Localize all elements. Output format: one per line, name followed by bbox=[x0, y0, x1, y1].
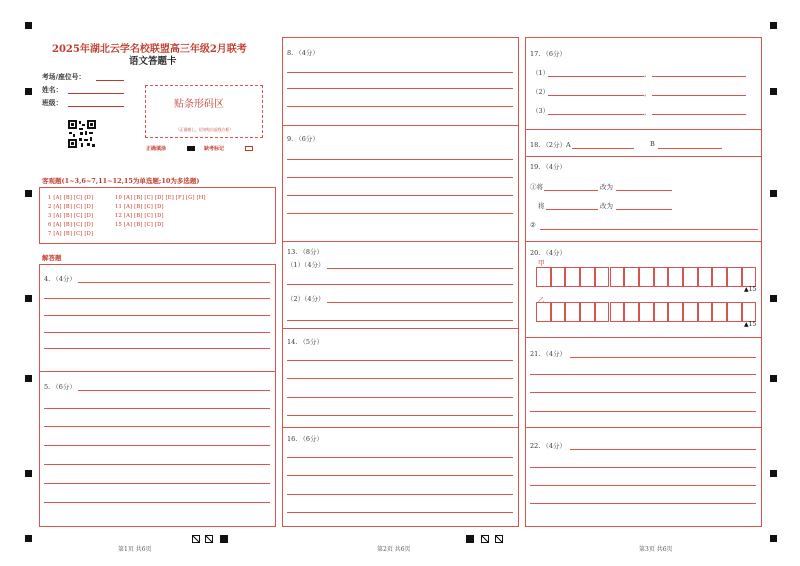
grid-cell[interactable] bbox=[742, 267, 757, 287]
page-number: 第1页 共6页 bbox=[118, 546, 152, 553]
objective-row[interactable]: 11 [A] [B] [C] [D] bbox=[115, 204, 164, 210]
q17-part2-label: （2） bbox=[532, 88, 550, 96]
timing-mark bbox=[770, 190, 777, 197]
section-divider bbox=[283, 328, 518, 329]
grid-cell[interactable] bbox=[551, 267, 566, 287]
answer-line[interactable] bbox=[287, 475, 513, 476]
answer-line[interactable] bbox=[287, 415, 513, 416]
q13-part1-label: （1）（4分） bbox=[287, 261, 325, 269]
answer-line[interactable] bbox=[327, 268, 513, 269]
section-divider bbox=[526, 129, 761, 130]
q17-part3-label: （3） bbox=[532, 107, 550, 115]
grid-cell[interactable] bbox=[580, 267, 595, 287]
answer-line[interactable] bbox=[287, 378, 513, 379]
grid-cell[interactable] bbox=[536, 267, 551, 287]
answer-line[interactable] bbox=[616, 190, 672, 191]
answer-line[interactable] bbox=[544, 190, 598, 191]
barcode-area bbox=[145, 85, 263, 138]
answer-line[interactable] bbox=[652, 76, 746, 77]
objective-row[interactable]: 6 [A] [B] [C] [D] bbox=[48, 222, 94, 228]
timing-mark bbox=[770, 88, 777, 95]
grid-cell[interactable] bbox=[610, 302, 625, 322]
q19-item2-label: ② bbox=[530, 221, 536, 229]
grid-cell[interactable] bbox=[654, 302, 669, 322]
grid-cell[interactable] bbox=[624, 302, 639, 322]
grid-cell[interactable] bbox=[668, 302, 683, 322]
answer-line[interactable] bbox=[572, 148, 634, 149]
answer-line[interactable] bbox=[78, 282, 270, 283]
grid-cell[interactable] bbox=[551, 302, 566, 322]
grid-cell[interactable] bbox=[595, 302, 610, 322]
grid-cell[interactable] bbox=[654, 267, 669, 287]
q17-sep: ， bbox=[644, 70, 651, 78]
grid-cell[interactable] bbox=[565, 267, 580, 287]
timing-mark bbox=[25, 470, 32, 477]
answer-line[interactable] bbox=[287, 88, 513, 89]
alignment-mark bbox=[205, 535, 213, 543]
page-number: 第2页 共6页 bbox=[377, 546, 411, 553]
q19-label: 19. （4分） bbox=[530, 163, 567, 171]
q21-label: 21. （4分） bbox=[530, 350, 567, 358]
q4-label: 4. （4分） bbox=[44, 275, 76, 283]
exam-seat-field[interactable] bbox=[96, 80, 124, 81]
answer-line[interactable] bbox=[530, 411, 756, 412]
timing-mark bbox=[25, 535, 32, 542]
q20-yi-grid[interactable] bbox=[536, 302, 757, 322]
timing-mark bbox=[770, 22, 777, 29]
answer-line[interactable] bbox=[658, 148, 722, 149]
timing-mark bbox=[770, 375, 777, 382]
correct-fill-sample bbox=[187, 146, 195, 151]
q9-label: 9. （6分） bbox=[287, 135, 319, 143]
section-divider bbox=[526, 156, 761, 157]
answer-line[interactable] bbox=[546, 209, 598, 210]
timing-mark bbox=[770, 535, 777, 542]
grid-cell[interactable] bbox=[683, 302, 698, 322]
answer-line[interactable] bbox=[287, 397, 513, 398]
grid-cell[interactable] bbox=[610, 267, 625, 287]
grid-cell[interactable] bbox=[712, 267, 727, 287]
exam-title: 2025年湖北云学名校联盟高三年级2月联考 bbox=[52, 44, 247, 55]
answer-line[interactable] bbox=[44, 464, 270, 465]
timing-mark bbox=[25, 375, 32, 382]
grid-cell[interactable] bbox=[698, 267, 713, 287]
q8-label: 8. （4分） bbox=[287, 49, 319, 57]
qr-code bbox=[68, 120, 96, 148]
answer-line[interactable] bbox=[44, 332, 270, 333]
subjective-heading: 解答题 bbox=[42, 254, 62, 262]
alignment-mark bbox=[466, 535, 474, 543]
section-divider bbox=[526, 427, 761, 428]
q18-b-label: B bbox=[650, 140, 655, 148]
alignment-mark bbox=[481, 535, 489, 543]
grid-cell[interactable] bbox=[712, 302, 727, 322]
answer-line[interactable] bbox=[287, 494, 513, 495]
objective-row[interactable]: 10 [A] [B] [C] [D] [E] [F] [G] [H] bbox=[115, 195, 206, 201]
q18-label: 18. （2分）A bbox=[530, 141, 571, 149]
answer-line[interactable] bbox=[530, 485, 756, 486]
answer-line[interactable] bbox=[652, 95, 746, 96]
answer-line[interactable] bbox=[548, 114, 644, 115]
q20-yi-count: ▲15 bbox=[744, 321, 757, 328]
answer-box-col3 bbox=[525, 37, 762, 527]
objective-heading: 客观题(1~3,6~7,11~12,15为单选题;10为多选题) bbox=[42, 177, 200, 185]
answer-line[interactable] bbox=[287, 284, 513, 285]
grid-cell[interactable] bbox=[727, 267, 742, 287]
answer-line[interactable] bbox=[44, 445, 270, 446]
answer-line[interactable] bbox=[287, 213, 513, 214]
objective-row[interactable]: 12 [A] [B] [C] [D] bbox=[115, 213, 164, 219]
answer-line[interactable] bbox=[616, 209, 672, 210]
answer-line[interactable] bbox=[548, 76, 644, 77]
answer-line[interactable] bbox=[530, 467, 756, 468]
section-divider bbox=[283, 241, 518, 242]
q20-yi-label: 乙 bbox=[538, 296, 545, 304]
answer-line[interactable] bbox=[287, 360, 513, 361]
class-label: 班级： bbox=[42, 99, 63, 107]
correct-fill-label: 正确填涂 bbox=[146, 146, 167, 152]
class-field[interactable] bbox=[68, 106, 124, 107]
objective-row[interactable]: 7 [A] [B] [C] [D] bbox=[48, 231, 94, 237]
timing-mark bbox=[25, 22, 32, 29]
alignment-mark bbox=[220, 535, 228, 543]
objective-answer-box bbox=[39, 187, 276, 244]
page-number: 第3页 共6页 bbox=[639, 546, 673, 553]
grid-cell[interactable] bbox=[742, 302, 757, 322]
answer-line[interactable] bbox=[540, 229, 758, 230]
objective-row[interactable]: 15 [A] [B] [C] [D] bbox=[115, 222, 164, 228]
q13-part2-label: （2）（4分） bbox=[287, 295, 325, 303]
answer-line[interactable] bbox=[78, 390, 270, 391]
sheet-subtitle: 语文答题卡 bbox=[129, 56, 177, 67]
q17-part1-label: （1） bbox=[532, 69, 550, 77]
q20-jia-grid[interactable] bbox=[536, 267, 757, 287]
objective-row[interactable]: 3 [A] [B] [C] [D] bbox=[48, 213, 94, 219]
answer-line[interactable] bbox=[44, 426, 270, 427]
answer-line[interactable] bbox=[44, 483, 270, 484]
answer-line[interactable] bbox=[44, 298, 270, 299]
answer-line[interactable] bbox=[44, 315, 270, 316]
q20-jia-count: ▲15 bbox=[744, 286, 757, 293]
answer-line[interactable] bbox=[287, 106, 513, 107]
answer-line[interactable] bbox=[287, 72, 513, 73]
section-divider bbox=[526, 337, 761, 338]
q19-change-label: 改为 bbox=[600, 202, 613, 210]
answer-line[interactable] bbox=[287, 457, 513, 458]
answer-line[interactable] bbox=[530, 392, 756, 393]
q20-label: 20. （4分） bbox=[530, 249, 567, 257]
answer-line[interactable] bbox=[570, 449, 756, 450]
q22-label: 22. （4分） bbox=[530, 442, 567, 450]
timing-mark bbox=[25, 88, 32, 95]
q19-item1b-label: 将 bbox=[538, 202, 545, 210]
q19-item1-label: ①将 bbox=[530, 183, 543, 191]
timing-mark bbox=[25, 295, 32, 302]
absent-mark-label: 缺考标记 bbox=[204, 146, 225, 152]
absent-mark-box[interactable] bbox=[245, 146, 253, 151]
grid-cell[interactable] bbox=[536, 302, 551, 322]
q5-label: 5. （6分） bbox=[44, 383, 76, 391]
q17-sep: ， bbox=[644, 89, 651, 97]
answer-line[interactable] bbox=[652, 114, 746, 115]
answer-line[interactable] bbox=[287, 177, 513, 178]
grid-cell[interactable] bbox=[595, 267, 610, 287]
section-divider bbox=[283, 125, 518, 126]
answer-line[interactable] bbox=[548, 95, 644, 96]
alignment-mark bbox=[495, 535, 503, 543]
name-label: 姓名： bbox=[42, 86, 63, 94]
q14-label: 14. （5分） bbox=[287, 338, 324, 346]
grid-cell[interactable] bbox=[639, 267, 654, 287]
answer-line[interactable] bbox=[530, 374, 756, 375]
answer-line[interactable] bbox=[44, 408, 270, 409]
grid-cell[interactable] bbox=[639, 302, 654, 322]
grid-cell[interactable] bbox=[565, 302, 580, 322]
timing-mark bbox=[25, 190, 32, 197]
section-divider bbox=[40, 371, 275, 372]
answer-line[interactable] bbox=[287, 320, 513, 321]
grid-cell[interactable] bbox=[683, 267, 698, 287]
alignment-mark bbox=[192, 535, 200, 543]
timing-mark bbox=[770, 470, 777, 477]
grid-cell[interactable] bbox=[727, 302, 742, 322]
q16-label: 16. （6分） bbox=[287, 435, 324, 443]
grid-cell[interactable] bbox=[624, 267, 639, 287]
objective-row[interactable]: 1 [A] [B] [C] [D] bbox=[48, 195, 94, 201]
exam-seat-label: 考场/座位号： bbox=[42, 73, 86, 81]
section-divider bbox=[283, 427, 518, 428]
barcode-note: （正面朝上，切勿贴出虚线方框） bbox=[176, 127, 233, 132]
q17-sep: ， bbox=[644, 108, 651, 116]
grid-cell[interactable] bbox=[698, 302, 713, 322]
name-field[interactable] bbox=[68, 93, 124, 94]
answer-line[interactable] bbox=[44, 502, 270, 503]
q13-label: 13. （8分） bbox=[287, 248, 324, 256]
answer-line[interactable] bbox=[530, 503, 756, 504]
objective-row[interactable]: 2 [A] [B] [C] [D] bbox=[48, 204, 94, 210]
section-divider bbox=[526, 241, 761, 242]
answer-line[interactable] bbox=[44, 348, 270, 349]
answer-line[interactable] bbox=[327, 302, 513, 303]
q17-label: 17. （6分） bbox=[530, 50, 567, 58]
q19-change-label: 改为 bbox=[600, 183, 613, 191]
q20-jia-label: 甲 bbox=[538, 259, 545, 267]
answer-box-col2 bbox=[282, 37, 519, 527]
answer-box-col1 bbox=[39, 264, 276, 527]
answer-line[interactable] bbox=[287, 195, 513, 196]
answer-line[interactable] bbox=[570, 357, 756, 358]
answer-line[interactable] bbox=[287, 159, 513, 160]
grid-cell[interactable] bbox=[580, 302, 595, 322]
answer-line[interactable] bbox=[287, 512, 513, 513]
grid-cell[interactable] bbox=[668, 267, 683, 287]
barcode-label: 贴条形码区 bbox=[174, 99, 224, 110]
timing-mark bbox=[770, 295, 777, 302]
